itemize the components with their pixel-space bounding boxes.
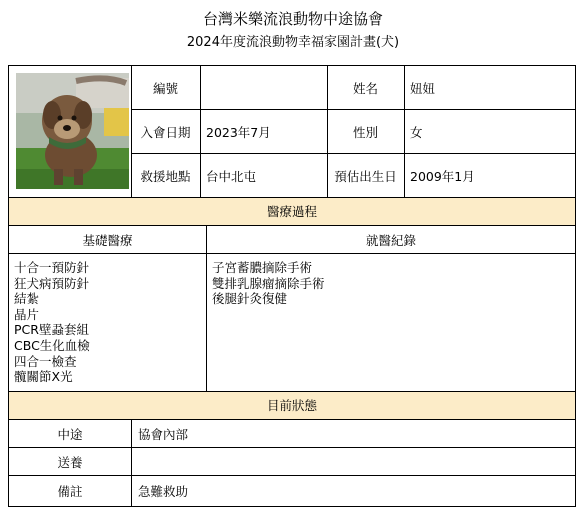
list-item: 十合一預防針: [14, 260, 90, 275]
divider: [131, 66, 132, 197]
remarks-value: 急難救助: [138, 484, 189, 499]
divider: [131, 153, 575, 154]
list-item: 雙排乳腺瘤摘除手術: [212, 275, 325, 291]
adoption-label: 送養: [57, 454, 83, 470]
list-item: 髖關節X光: [14, 369, 73, 385]
list-item: CBC生化血檢: [14, 337, 90, 353]
list-item: PCR壁蝨套組: [14, 322, 89, 338]
name-label: 姓名: [352, 80, 378, 96]
divider: [200, 66, 201, 197]
birth-date-label: 預估出生日: [334, 168, 397, 184]
divider: [327, 66, 328, 197]
id-value: [200, 66, 327, 109]
divider: [131, 419, 132, 506]
adoption-sheet: [8, 65, 576, 507]
name-value: 妞妞: [410, 80, 436, 96]
divider: [9, 475, 575, 476]
divider: [206, 225, 207, 391]
list-item: 四合一檢查: [14, 353, 77, 369]
list-item: 狂犬病預防針: [14, 275, 90, 291]
rescue-location-label: 救援地點: [140, 168, 191, 184]
medical-visit-header: 就醫紀錄: [365, 232, 416, 248]
document-title: 台灣米樂流浪動物中途協會: [202, 10, 383, 28]
medical-visit-list: [212, 260, 325, 307]
divider: [9, 197, 575, 198]
list-item: 晶片: [14, 306, 40, 322]
divider: [404, 66, 405, 197]
dog-photo: [16, 73, 129, 189]
rescue-location-value: 台中北屯: [206, 168, 257, 184]
gender-value: 女: [410, 124, 423, 140]
basic-medical-header: 基礎醫療: [82, 232, 133, 248]
birth-date-value: 2009年1月: [410, 168, 475, 184]
list-item: 結紮: [14, 291, 40, 307]
join-date-label: 入會日期: [140, 124, 191, 140]
join-date-value: 2023年7月: [206, 124, 271, 140]
divider: [131, 109, 575, 110]
adoption-value: [132, 448, 575, 475]
list-item: 子宮蓄膿摘除手術: [212, 260, 313, 275]
foster-label: 中途: [57, 426, 83, 442]
remarks-label: 備註: [57, 484, 83, 499]
basic-medical-list: [14, 260, 90, 385]
foster-value: 協會內部: [138, 426, 189, 442]
divider: [9, 225, 575, 226]
divider: [9, 391, 575, 392]
document-subtitle: 2024年度流浪動物幸福家園計畫(犬): [186, 35, 400, 50]
list-item: 後腿針灸復健: [212, 291, 288, 307]
status-section-title: 目前狀態: [266, 398, 317, 413]
divider: [9, 253, 575, 254]
divider: [9, 419, 575, 420]
id-label: 編號: [152, 80, 178, 96]
gender-label: 性別: [352, 124, 378, 140]
medical-section-title: 醫療過程: [266, 204, 317, 219]
divider: [9, 447, 575, 448]
